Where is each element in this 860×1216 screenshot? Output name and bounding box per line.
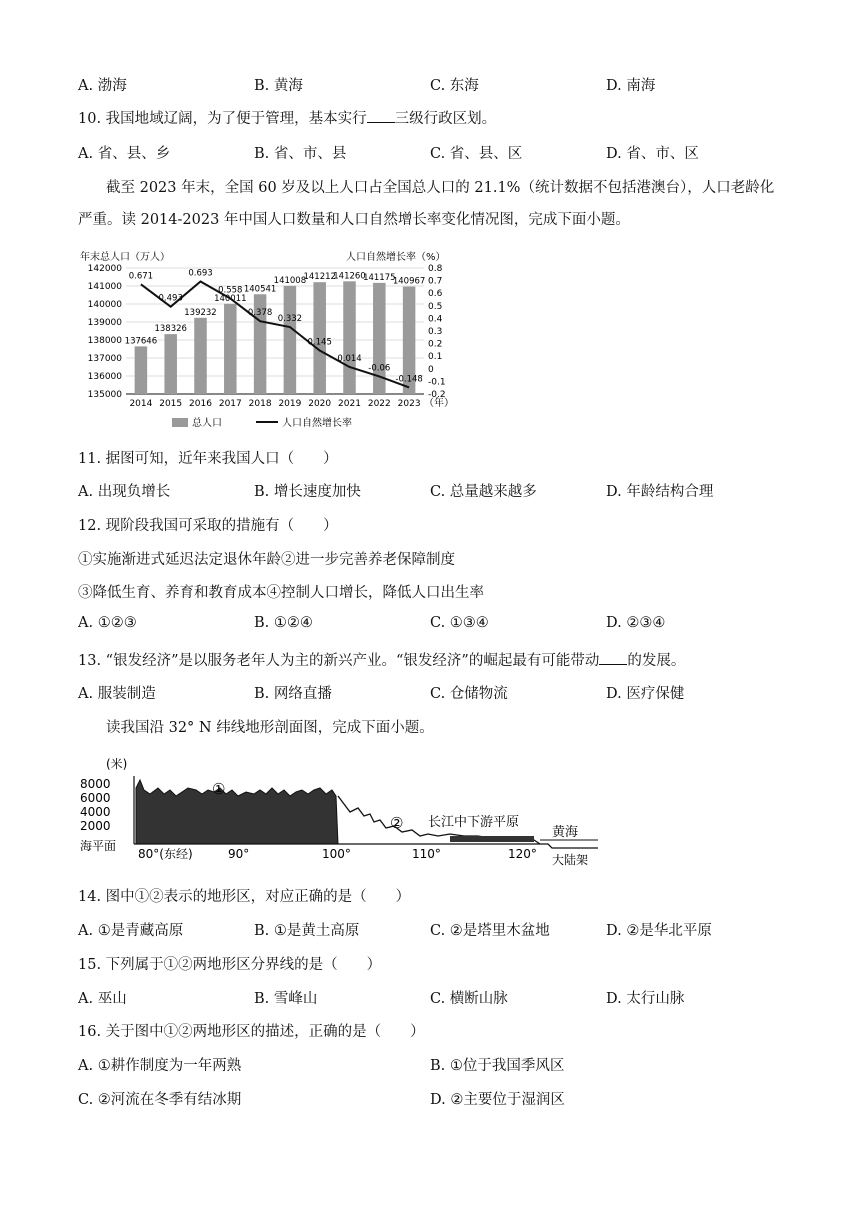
q9-option-a: A. 渤海: [78, 78, 127, 94]
q9-option-b: B. 黄海: [254, 78, 303, 94]
right-tick-label: 0.7: [428, 276, 443, 287]
y-tick-2000: 2000: [80, 819, 111, 833]
plain-fill: [450, 836, 534, 842]
population-value-label: 141008: [273, 275, 307, 286]
x-tick-label: 2014: [129, 399, 153, 409]
q12-stem: 12. 现阶段我国可采取的措施有（ ）: [78, 518, 338, 534]
q12-line1: ①实施渐进式延迟法定退休年龄②进一步完善养老保障制度: [78, 552, 455, 568]
x-unit: （年）: [424, 398, 454, 409]
q16-option-a: A. ①耕作制度为一年两熟: [78, 1058, 242, 1074]
q10-stem-pre: 10. 我国地域辽阔，为了便于管理，基本实行: [78, 111, 367, 127]
rate-value-label: 0.558: [218, 285, 243, 296]
population-chart: [78, 244, 478, 434]
q10-option-d: D. 省、市、区: [606, 146, 699, 162]
left-tick-label: 136000: [87, 372, 122, 382]
q12-option-b: B. ①②④: [254, 615, 313, 631]
population-value-label: 139232: [184, 307, 217, 318]
q16-option-c: C. ②河流在冬季有结冰期: [78, 1092, 242, 1108]
legend-bar-swatch: [172, 418, 188, 427]
q10-option-a: A. 省、县、乡: [78, 146, 171, 162]
population-value-label: 138326: [154, 324, 187, 335]
x-tick-80: 80°(东经): [138, 847, 193, 861]
intro1-line1: 截至 2023 年末，全国 60 岁及以上人口占全国总人口的 21.1%（统计数据不包括港澳台），人口老龄化: [106, 180, 775, 196]
left-tick-label: 141000: [87, 282, 122, 292]
intro1-line2: 严重。读 2014-2023 年中国人口数量和人口自然增长率变化情况图，完成下面小题。: [78, 212, 630, 228]
q10-option-c: C. 省、县、区: [430, 146, 523, 162]
q13-stem-pre: 13. “银发经济”是以服务老年人为主的新兴产业。“银发经济”的崛起最有可能带动: [78, 653, 600, 669]
right-tick-label: 0.4: [428, 314, 443, 325]
x-tick-label: 2022: [367, 399, 391, 409]
q12-line2: ③降低生育、养育和教育成本④控制人口增长，降低人口出生率: [78, 585, 484, 601]
intro2: 读我国沿 32° N 纬线地形剖面图，完成下面小题。: [106, 720, 434, 736]
population-value-label: 137646: [124, 336, 158, 347]
q10-stem-post: 三级行政区划。: [394, 111, 497, 127]
right-axis-title: 人口自然增长率（%）: [346, 252, 446, 263]
right-tick-label: 0.6: [428, 289, 443, 300]
x-tick-100: 100°: [322, 847, 351, 861]
q14-option-b: B. ①是黄土高原: [254, 923, 360, 939]
answer-blank: [599, 652, 627, 665]
profile-y-unit: (米): [106, 757, 128, 771]
rate-value-label: 0.378: [247, 308, 273, 319]
population-bar: [284, 286, 297, 394]
q14-option-a: A. ①是青藏高原: [78, 923, 184, 939]
x-tick-label: 2015: [159, 399, 183, 409]
q10-stem: [78, 107, 496, 128]
right-tick-label: 0: [428, 364, 434, 375]
q15-option-a: A. 巫山: [78, 991, 127, 1007]
answer-blank: [367, 110, 395, 123]
rate-value-label: 0.014: [337, 354, 362, 365]
right-tick-label: -0.2: [428, 390, 446, 400]
left-tick-label: 140000: [87, 300, 122, 310]
shelf-label: 大陆架: [552, 853, 589, 867]
population-value-label: 141175: [363, 272, 396, 283]
left-axis-title: 年末总人口（万人）: [80, 252, 170, 263]
rate-value-label: 0.493: [158, 293, 183, 304]
rate-value-label: -0.06: [368, 363, 391, 374]
q12-option-c: C. ①③④: [430, 615, 489, 631]
right-tick-label: 0.3: [428, 327, 443, 337]
population-value-label: 141212: [303, 272, 336, 283]
right-tick-label: 0.2: [428, 339, 443, 350]
x-tick-120: 120°: [508, 847, 537, 861]
q13-option-b: B. 网络直播: [254, 686, 332, 702]
y-tick-8000: 8000: [80, 777, 111, 791]
q9-option-d: D. 南海: [606, 78, 656, 94]
x-tick-label: 2016: [189, 399, 212, 409]
q14-stem: 14. 图中①②表示的地形区，对应正确的是（ ）: [78, 889, 411, 905]
population-value-label: 141260: [333, 271, 366, 282]
q13-stem-post: 的发展。: [627, 653, 686, 669]
q11-option-b: B. 增长速度加快: [254, 484, 361, 500]
q9-option-c: C. 东海: [430, 78, 479, 94]
rate-value-label: 0.671: [128, 271, 154, 282]
left-tick-label: 139000: [87, 318, 122, 328]
population-value-label: 140011: [214, 293, 247, 304]
q11-stem: 11. 据图可知，近年来我国人口（ ）: [78, 451, 338, 467]
q11-option-c: C. 总量越来越多: [430, 484, 537, 500]
q10-option-b: B. 省、市、县: [254, 146, 347, 162]
q16-option-b: B. ①位于我国季风区: [430, 1058, 565, 1074]
q16-stem: 16. 关于图中①②两地形区的描述，正确的是（ ）: [78, 1024, 425, 1040]
plain-label: 长江中下游平原: [428, 815, 520, 830]
population-bar: [194, 318, 207, 394]
q16-option-d: D. ②主要位于湿润区: [430, 1092, 565, 1108]
sea-label: 黄海: [552, 825, 579, 840]
region-two-label: ②: [390, 814, 404, 832]
left-tick-label: 138000: [87, 336, 122, 346]
q12-option-a: A. ①②③: [78, 615, 137, 631]
q14-option-d: D. ②是华北平原: [606, 923, 712, 939]
q11-option-a: A. 出现负增长: [78, 484, 171, 500]
rate-value-label: 0.693: [188, 268, 213, 279]
left-tick-label: 135000: [87, 390, 122, 400]
tibet-plateau-terrain: [136, 780, 338, 844]
right-tick-label: -0.1: [428, 377, 446, 388]
x-tick-label: 2019: [278, 399, 302, 409]
y-tick-6000: 6000: [80, 791, 111, 805]
x-tick-110: 110°: [412, 847, 441, 861]
x-tick-label: 2020: [308, 399, 332, 409]
y-tick-4000: 4000: [80, 805, 111, 819]
right-tick-label: 0.5: [428, 301, 443, 312]
population-bar: [164, 334, 177, 394]
population-value-label: 140541: [243, 284, 277, 295]
right-tick-label: 0.1: [428, 352, 443, 363]
population-bar: [343, 281, 356, 394]
q13-option-d: D. 医疗保健: [606, 686, 685, 702]
left-tick-label: 137000: [87, 354, 122, 364]
population-bar: [224, 304, 237, 394]
continental-shelf-line: [540, 844, 598, 848]
q13-option-c: C. 仓储物流: [430, 686, 508, 702]
population-bar: [135, 346, 148, 394]
q11-option-d: D. 年龄结构合理: [606, 484, 714, 500]
rate-value-label: 0.332: [277, 313, 303, 324]
q15-option-d: D. 太行山脉: [606, 991, 685, 1007]
left-tick-label: 142000: [87, 264, 122, 274]
q15-option-b: B. 雪峰山: [254, 991, 318, 1007]
q14-option-c: C. ②是塔里木盆地: [430, 923, 550, 939]
x-tick-label: 2018: [248, 399, 272, 409]
sea-level-label: 海平面: [80, 839, 117, 853]
right-tick-label: 0.8: [428, 264, 443, 274]
legend-total: 总人口: [192, 418, 222, 429]
legend-rate: 人口自然增长率: [282, 418, 352, 429]
terrain-profile-diagram: [78, 750, 608, 872]
rate-value-label: 0.145: [307, 337, 332, 348]
x-tick-label: 2017: [218, 399, 242, 409]
x-tick-90: 90°: [228, 847, 250, 861]
x-tick-label: 2021: [338, 399, 361, 409]
population-value-label: 140967: [392, 276, 426, 287]
rate-value-label: -0.148: [395, 374, 423, 385]
q13-option-a: A. 服装制造: [78, 686, 156, 702]
q15-option-c: C. 横断山脉: [430, 991, 508, 1007]
region-one-label: ①: [212, 780, 226, 798]
q13-stem: [78, 649, 685, 670]
q12-option-d: D. ②③④: [606, 615, 666, 631]
x-tick-label: 2023: [397, 399, 421, 409]
q15-stem: 15. 下列属于①②两地形区分界线的是（ ）: [78, 957, 382, 973]
